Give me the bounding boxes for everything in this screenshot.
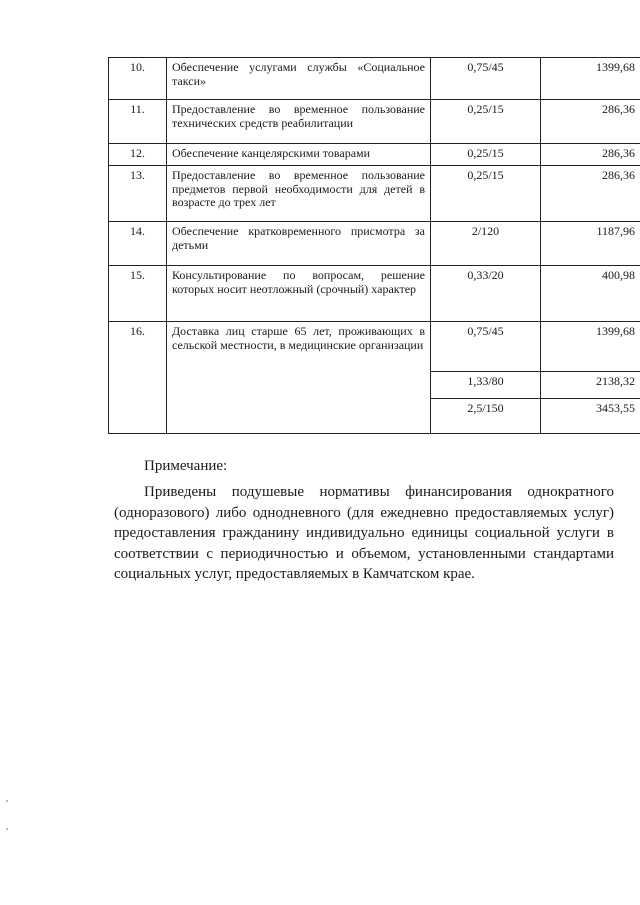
service-name: Обеспечение канцелярскими товарами	[167, 144, 431, 166]
amount-value: 286,36	[541, 144, 640, 166]
amount-value: 1399,68	[541, 58, 640, 100]
table-row	[109, 222, 640, 266]
amount-value: 286,36	[541, 100, 640, 144]
norm-value: 1,33/80	[431, 372, 541, 399]
scan-mark	[6, 828, 8, 830]
row-number: 15.	[109, 266, 167, 322]
scan-mark	[6, 800, 8, 802]
table-row	[109, 58, 640, 100]
row-number: 13.	[109, 166, 167, 222]
service-name: Предоставление во временное пользование технических средств реабилитации	[167, 100, 431, 144]
table-row	[109, 322, 640, 372]
amount-value: 286,36	[541, 166, 640, 222]
norm-value: 0,25/15	[431, 144, 541, 166]
table-row	[109, 144, 640, 166]
amount-value: 1187,96	[541, 222, 640, 266]
amount-value: 400,98	[541, 266, 640, 322]
amount-value: 2138,32	[541, 372, 640, 399]
amount-value: 3453,55	[541, 399, 640, 434]
row-number: 14.	[109, 222, 167, 266]
service-name: Консультирование по вопросам, решение которых носит неотложный (срочный) характер	[167, 266, 431, 322]
service-name: Предоставление во временное пользование предметов первой необходимости для детей в возрасте до трех лет	[167, 166, 431, 222]
norm-value: 0,25/15	[431, 166, 541, 222]
norm-value: 0,75/45	[431, 58, 541, 100]
row-number: 12.	[109, 144, 167, 166]
amount-value: 1399,68	[541, 322, 640, 372]
note-title: Примечание:	[144, 458, 228, 474]
row-number: 16.	[109, 322, 167, 434]
note-text: Приведены подушевые нормативы финансирования однократного (одноразового) либо однодневного (для ежедневно предоставляемых услуг) предоставления гражданину индивидуально единицы социальной услуги в соответствии с периодичностью и объемом, установленными стандартами социальных услуг, предоставляемых в Камчатском крае.	[114, 484, 614, 582]
row-number: 11.	[109, 100, 167, 144]
service-name: Обеспечение услугами службы «Социальное такси»	[167, 58, 431, 100]
norm-value: 0,25/15	[431, 100, 541, 144]
norm-value: 2/120	[431, 222, 541, 266]
funding-norms-table	[108, 57, 640, 434]
norm-value: 0,75/45	[431, 322, 541, 372]
table-row	[109, 166, 640, 222]
service-name: Доставка лиц старше 65 лет, проживающих в сельской местности, в медицинские организации	[167, 322, 431, 434]
row-number: 10.	[109, 58, 167, 100]
norm-value: 0,33/20	[431, 266, 541, 322]
table-row	[109, 266, 640, 322]
norm-value: 2,5/150	[431, 399, 541, 434]
service-name: Обеспечение кратковременного присмотра за детьми	[167, 222, 431, 266]
table-row	[109, 100, 640, 144]
